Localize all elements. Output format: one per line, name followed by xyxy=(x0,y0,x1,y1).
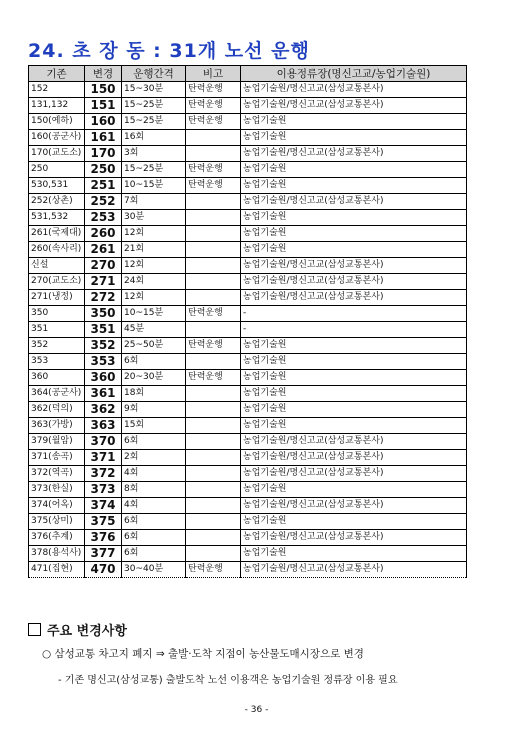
cell-existing: 379(월암) xyxy=(29,434,85,450)
cell-stops: 농업기술원 xyxy=(241,242,467,258)
cell-existing: 375(상미) xyxy=(29,514,85,530)
cell-interval: 15~25분 xyxy=(122,98,186,114)
cell-changed: 377 xyxy=(85,546,122,562)
cell-note xyxy=(186,146,241,162)
cell-interval: 4회 xyxy=(122,498,186,514)
table-row xyxy=(29,418,467,434)
cell-note xyxy=(186,210,241,226)
cell-existing: 373(한실) xyxy=(29,482,85,498)
table-row xyxy=(29,498,467,514)
cell-stops: 농업기술원/명신고교(삼성교통본사) xyxy=(241,290,467,306)
cell-note xyxy=(186,354,241,370)
cell-stops: - xyxy=(241,322,467,338)
cell-stops: 농업기술원 xyxy=(241,338,467,354)
cell-changed: 261 xyxy=(85,242,122,258)
cell-existing: 160(공군사) xyxy=(29,130,85,146)
cell-interval: 15회 xyxy=(122,418,186,434)
cell-note: 탄력운행 xyxy=(186,98,241,114)
table-row xyxy=(29,226,467,242)
table-row xyxy=(29,290,467,306)
routes-table xyxy=(28,65,467,578)
cell-existing: 353 xyxy=(29,354,85,370)
page-number: - 36 - xyxy=(244,705,269,715)
cell-existing: 260(속사리) xyxy=(29,242,85,258)
cell-changed: 252 xyxy=(85,194,122,210)
cell-existing: 360 xyxy=(29,370,85,386)
cell-changed: 160 xyxy=(85,114,122,130)
cell-changed: 253 xyxy=(85,210,122,226)
cell-stops: 농업기술원/명신고교(삼성교통본사) xyxy=(241,258,467,274)
cell-stops: 농업기술원/명신고교(삼성교통본사) xyxy=(241,146,467,162)
cell-existing: 131,132 xyxy=(29,98,85,114)
cell-changed: 150 xyxy=(85,82,122,98)
table-row xyxy=(29,370,467,386)
header-note: 비고 xyxy=(186,66,241,82)
cell-interval: 10~15분 xyxy=(122,178,186,194)
cell-interval: 10~15분 xyxy=(122,306,186,322)
table-row xyxy=(29,146,467,162)
cell-stops: 농업기술원 xyxy=(241,386,467,402)
cell-interval: 21회 xyxy=(122,242,186,258)
table-row xyxy=(29,354,467,370)
circle-bullet-icon: ○ xyxy=(42,648,52,660)
table-row xyxy=(29,242,467,258)
cell-stops: 농업기술원 xyxy=(241,210,467,226)
cell-note: 탄력운행 xyxy=(186,178,241,194)
cell-existing: 376(추계) xyxy=(29,530,85,546)
routes-table-body xyxy=(29,82,467,578)
cell-interval: 25~50분 xyxy=(122,338,186,354)
table-row xyxy=(29,386,467,402)
cell-interval: 30~40분 xyxy=(122,562,186,578)
cell-existing: 261(국제대) xyxy=(29,226,85,242)
cell-interval: 7회 xyxy=(122,194,186,210)
cell-changed: 375 xyxy=(85,514,122,530)
cell-interval: 12회 xyxy=(122,226,186,242)
cell-note xyxy=(186,402,241,418)
cell-interval: 16회 xyxy=(122,130,186,146)
cell-changed: 372 xyxy=(85,466,122,482)
cell-existing: 252(상촌) xyxy=(29,194,85,210)
cell-note xyxy=(186,242,241,258)
cell-changed: 470 xyxy=(85,562,122,578)
table-row xyxy=(29,402,467,418)
cell-changed: 170 xyxy=(85,146,122,162)
cell-note: 탄력운행 xyxy=(186,562,241,578)
cell-existing: 374(어옥) xyxy=(29,498,85,514)
cell-existing: 170(교도소) xyxy=(29,146,85,162)
cell-note xyxy=(186,546,241,562)
cell-stops: 농업기술원/명신고교(삼성교통본사) xyxy=(241,530,467,546)
cell-note xyxy=(186,130,241,146)
table-header-row xyxy=(29,66,467,82)
cell-existing: 271(냉정) xyxy=(29,290,85,306)
cell-changed: 260 xyxy=(85,226,122,242)
table-row xyxy=(29,258,467,274)
cell-stops: 농업기술원 xyxy=(241,514,467,530)
page-title: 24. 초 장 동 : 31개 노선 운행 xyxy=(28,40,310,62)
table-row xyxy=(29,162,467,178)
table-row xyxy=(29,338,467,354)
cell-stops: 농업기술원 xyxy=(241,546,467,562)
cell-existing: 신설 xyxy=(29,258,85,274)
table-row xyxy=(29,434,467,450)
cell-note xyxy=(186,434,241,450)
cell-note xyxy=(186,530,241,546)
cell-existing: 352 xyxy=(29,338,85,354)
cell-interval: 2회 xyxy=(122,450,186,466)
cell-stops: 농업기술원 xyxy=(241,130,467,146)
cell-stops: 농업기술원/명신고교(삼성교통본사) xyxy=(241,434,467,450)
cell-stops: 농업기술원 xyxy=(241,354,467,370)
cell-interval: 6회 xyxy=(122,354,186,370)
cell-changed: 370 xyxy=(85,434,122,450)
table-row xyxy=(29,114,467,130)
cell-existing: 531,532 xyxy=(29,210,85,226)
cell-note: 탄력운행 xyxy=(186,162,241,178)
change-item-1 xyxy=(42,646,364,661)
table-row xyxy=(29,514,467,530)
cell-existing: 471(집현) xyxy=(29,562,85,578)
cell-existing: 150(예하) xyxy=(29,114,85,130)
cell-note: 탄력운행 xyxy=(186,370,241,386)
cell-stops: 농업기술원 xyxy=(241,162,467,178)
cell-stops: - xyxy=(241,306,467,322)
cell-stops: 농업기술원/명신고교(삼성교통본사) xyxy=(241,562,467,578)
cell-interval: 9회 xyxy=(122,402,186,418)
changes-heading-text: 주요 변경사항 xyxy=(47,624,127,639)
table-row xyxy=(29,450,467,466)
cell-interval: 15~25분 xyxy=(122,162,186,178)
cell-note xyxy=(186,418,241,434)
cell-stops: 농업기술원/명신고교(삼성교통본사) xyxy=(241,98,467,114)
cell-stops: 농업기술원 xyxy=(241,402,467,418)
cell-changed: 374 xyxy=(85,498,122,514)
cell-interval: 4회 xyxy=(122,466,186,482)
cell-existing: 378(용석사) xyxy=(29,546,85,562)
cell-note: 탄력운행 xyxy=(186,338,241,354)
cell-stops: 농업기술원 xyxy=(241,226,467,242)
cell-stops: 농업기술원/명신고교(삼성교통본사) xyxy=(241,466,467,482)
table-row xyxy=(29,322,467,338)
cell-stops: 농업기술원 xyxy=(241,482,467,498)
cell-changed: 350 xyxy=(85,306,122,322)
header-changed: 변경 xyxy=(85,66,122,82)
cell-changed: 352 xyxy=(85,338,122,354)
cell-interval: 6회 xyxy=(122,546,186,562)
table-row xyxy=(29,562,467,578)
changes-heading xyxy=(28,620,127,639)
cell-note: 탄력운행 xyxy=(186,306,241,322)
cell-note xyxy=(186,226,241,242)
cell-interval: 3회 xyxy=(122,146,186,162)
cell-note xyxy=(186,386,241,402)
cell-note xyxy=(186,514,241,530)
cell-stops: 농업기술원 xyxy=(241,178,467,194)
cell-interval: 8회 xyxy=(122,482,186,498)
table-row xyxy=(29,194,467,210)
cell-note xyxy=(186,498,241,514)
cell-changed: 363 xyxy=(85,418,122,434)
cell-stops: 농업기술원 xyxy=(241,370,467,386)
cell-interval: 6회 xyxy=(122,434,186,450)
table-row xyxy=(29,130,467,146)
cell-note xyxy=(186,466,241,482)
change-item-1-text: 삼성교통 차고지 폐지 ⇒ 출발·도착 지점이 농산물도매시장으로 변경 xyxy=(54,648,364,660)
cell-note xyxy=(186,274,241,290)
cell-changed: 250 xyxy=(85,162,122,178)
cell-note xyxy=(186,482,241,498)
cell-note xyxy=(186,194,241,210)
cell-changed: 351 xyxy=(85,322,122,338)
cell-changed: 251 xyxy=(85,178,122,194)
table-row xyxy=(29,546,467,562)
table-row xyxy=(29,530,467,546)
cell-interval: 30분 xyxy=(122,210,186,226)
cell-interval: 15~30분 xyxy=(122,82,186,98)
cell-changed: 270 xyxy=(85,258,122,274)
cell-existing: 530,531 xyxy=(29,178,85,194)
cell-interval: 24회 xyxy=(122,274,186,290)
header-existing: 기존 xyxy=(29,66,85,82)
checkbox-square-icon xyxy=(28,623,41,636)
header-stops: 이용정류장(명신고교/농업기술원) xyxy=(241,66,467,82)
cell-note: 탄력운행 xyxy=(186,114,241,130)
cell-existing: 362(덕의) xyxy=(29,402,85,418)
cell-stops: 농업기술원/명신고교(삼성교통본사) xyxy=(241,194,467,210)
cell-existing: 364(공군사) xyxy=(29,386,85,402)
cell-interval: 18회 xyxy=(122,386,186,402)
cell-changed: 161 xyxy=(85,130,122,146)
cell-existing: 270(교도소) xyxy=(29,274,85,290)
cell-changed: 376 xyxy=(85,530,122,546)
cell-stops: 농업기술원/명신고교(삼성교통본사) xyxy=(241,82,467,98)
cell-interval: 45분 xyxy=(122,322,186,338)
cell-changed: 353 xyxy=(85,354,122,370)
cell-note xyxy=(186,450,241,466)
header-interval: 운행간격 xyxy=(122,66,186,82)
cell-existing: 350 xyxy=(29,306,85,322)
change-item-2: - 기존 명신고(삼성교통) 출발도착 노선 이용객은 농업기술원 정류장 이용 필요 xyxy=(58,675,398,686)
cell-interval: 20~30분 xyxy=(122,370,186,386)
cell-changed: 362 xyxy=(85,402,122,418)
cell-changed: 371 xyxy=(85,450,122,466)
cell-interval: 12회 xyxy=(122,258,186,274)
cell-note xyxy=(186,290,241,306)
cell-stops: 농업기술원 xyxy=(241,114,467,130)
table-row xyxy=(29,82,467,98)
cell-existing: 351 xyxy=(29,322,85,338)
cell-existing: 250 xyxy=(29,162,85,178)
cell-changed: 361 xyxy=(85,386,122,402)
cell-interval: 6회 xyxy=(122,514,186,530)
cell-interval: 12회 xyxy=(122,290,186,306)
cell-changed: 151 xyxy=(85,98,122,114)
cell-existing: 363(가방) xyxy=(29,418,85,434)
table-row xyxy=(29,178,467,194)
cell-note xyxy=(186,322,241,338)
cell-changed: 271 xyxy=(85,274,122,290)
cell-interval: 15~25분 xyxy=(122,114,186,130)
cell-changed: 373 xyxy=(85,482,122,498)
table-row xyxy=(29,274,467,290)
cell-existing: 371(송곡) xyxy=(29,450,85,466)
table-row xyxy=(29,98,467,114)
table-row xyxy=(29,466,467,482)
cell-changed: 272 xyxy=(85,290,122,306)
cell-note xyxy=(186,258,241,274)
cell-existing: 152 xyxy=(29,82,85,98)
cell-interval: 6회 xyxy=(122,530,186,546)
cell-existing: 372(역곡) xyxy=(29,466,85,482)
cell-stops: 농업기술원 xyxy=(241,418,467,434)
cell-changed: 360 xyxy=(85,370,122,386)
cell-stops: 농업기술원/명신고교(삼성교통본사) xyxy=(241,450,467,466)
cell-note: 탄력운행 xyxy=(186,82,241,98)
cell-stops: 농업기술원/명신고교(삼성교통본사) xyxy=(241,274,467,290)
cell-stops: 농업기술원/명신고교(삼성교통본사) xyxy=(241,498,467,514)
table-row xyxy=(29,210,467,226)
table-row xyxy=(29,306,467,322)
table-row xyxy=(29,482,467,498)
